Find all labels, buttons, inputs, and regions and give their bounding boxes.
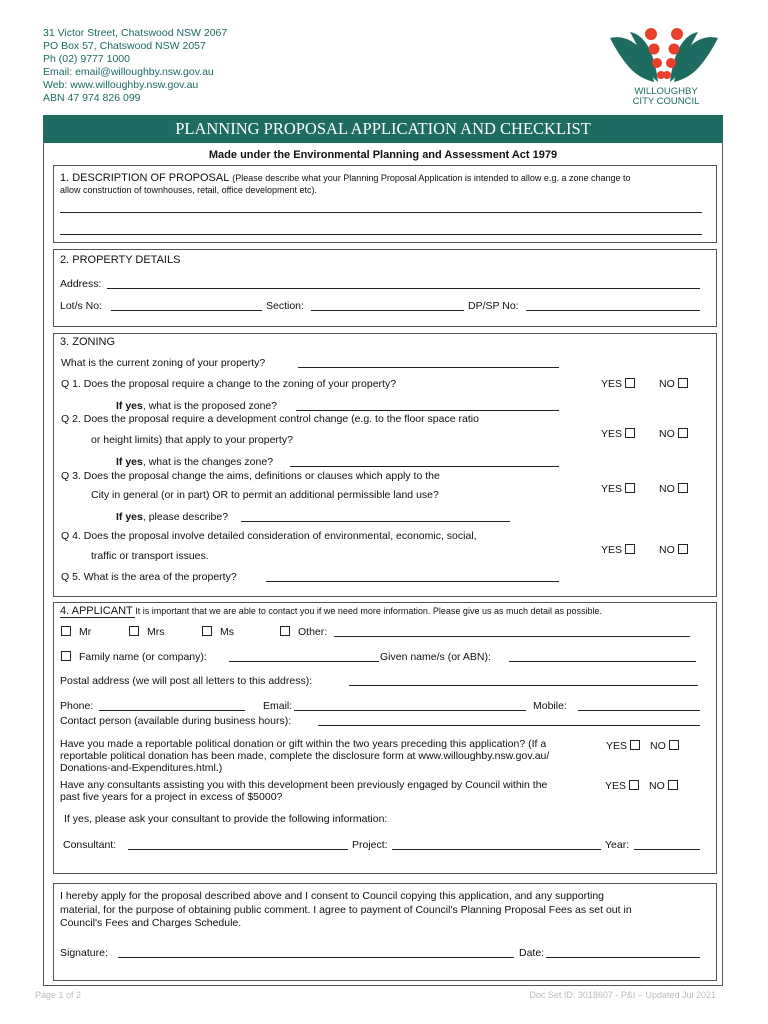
heading-underline [60,617,135,618]
q3-yes-checkbox[interactable] [625,483,635,493]
q3-no-checkbox[interactable] [678,483,688,493]
address-line: PO Box 57, Chatswood NSW 2057 [43,40,206,52]
if-yes-bold: If yes [116,400,143,412]
q1-if-label: , what is the proposed zone? [142,400,278,412]
consultant-question: Have any consultants assisting you with this development been previously engaged by Council within the [60,779,548,791]
q2-text: or height limits) that apply to your property? [91,434,293,446]
donation-text: Donations-and-Expenditures.html.) [60,762,223,774]
dp-field[interactable] [526,310,700,311]
declaration-text: material, for the purpose of obtaining public comment. I agree to payment of Council's Planning Proposal Fees as set out in [60,904,632,916]
consultant-question: past five years for a project in excess of $5000? [60,791,283,803]
if-yes-bold: If yes [116,456,143,468]
address-line: 31 Victor Street, Chatswood NSW 2067 [43,27,228,39]
q4-yes-label: YES [601,544,623,556]
address-line: Ph (02) 9777 1000 [43,53,130,65]
address-label: Address: [60,278,102,290]
q1-no-label: NO [659,378,675,390]
address-line: Web: www.willoughby.nsw.gov.au [43,79,199,91]
q2-no-label: NO [659,428,675,440]
q2-yes-checkbox[interactable] [625,428,635,438]
if-yes-note: If yes, please ask your consultant to provide the following information: [64,813,388,825]
declaration-text: I hereby apply for the proposal described above and I consent to Council copying this application, and any supporting [60,890,605,902]
q2-if-field[interactable] [290,466,559,467]
section-heading: 3. ZONING [60,336,116,348]
title-mr-checkbox[interactable] [61,626,71,636]
q5-field[interactable] [266,581,559,582]
section-heading: 4. APPLICANT [60,605,133,617]
company-checkbox[interactable] [61,651,71,661]
contact-person-field[interactable] [318,725,700,726]
q3-yes-label: YES [601,483,623,495]
date-label: Date: [519,947,545,959]
if-yes-bold: If yes [116,511,143,523]
q4-yes-checkbox[interactable] [625,544,635,554]
lot-field[interactable] [111,310,262,311]
section-note: (Please describe what your Planning Proposal Application is intended to allow e.g. a zone change to [232,173,631,183]
council-logo-icon [606,26,722,86]
description-line-2[interactable] [60,234,702,235]
q4-no-label: NO [659,544,675,556]
consultant-field[interactable] [128,849,348,850]
consultant-yes-checkbox[interactable] [629,780,639,790]
title-mrs-label: Mrs [147,626,165,638]
q2-yes-label: YES [601,428,623,440]
section-label: Section: [266,300,304,312]
given-name-field[interactable] [509,661,696,662]
donation-yes-label: YES [606,740,628,752]
q3-if-field[interactable] [241,521,510,522]
donation-yes-checkbox[interactable] [630,740,640,750]
address-field[interactable] [107,288,700,289]
section-note: allow construction of townhouses, retail, office development etc). [60,185,317,195]
q1-no-checkbox[interactable] [678,378,688,388]
q4-text: traffic or transport issues. [91,550,209,562]
contact-person-label: Contact person (available during business hours): [60,715,292,727]
title-other-checkbox[interactable] [280,626,290,636]
q3-text: Q 3. Does the proposal change the aims, definitions or clauses which apply to the [61,470,440,482]
q2-no-checkbox[interactable] [678,428,688,438]
title-mr-label: Mr [79,626,92,638]
project-field[interactable] [392,849,601,850]
donation-text: reportable political donation has been made, complete the disclosure form at www.willoughby.nsw.gov.au/ [60,750,550,762]
title-ms-checkbox[interactable] [202,626,212,636]
section-heading: 1. DESCRIPTION OF PROPOSAL [60,172,230,184]
section-heading: 2. PROPERTY DETAILS [60,254,181,266]
q1-yes-label: YES [601,378,623,390]
declaration-text: Council's Fees and Charges Schedule. [60,917,242,929]
phone-label: Phone: [60,700,94,712]
donation-no-checkbox[interactable] [669,740,679,750]
postal-address-field[interactable] [349,685,698,686]
mobile-label: Mobile: [533,700,567,712]
doc-id: Doc Set ID: 3018607 - P&I – Updated Jul 2021 [529,990,716,1000]
current-zoning-label: What is the current zoning of your property? [61,357,266,369]
postal-address-label: Postal address (we will post all letters to this address): [60,675,313,687]
consultant-no-label: NO [649,780,665,792]
logo-text: CITY COUNCIL [632,96,700,107]
q4-text: Q 4. Does the proposal involve detailed consideration of environmental, economic, social, [61,530,477,542]
q2-text: Q 2. Does the proposal require a development control change (e.g. to the floor space ratio [61,413,479,425]
q3-if-label: , please describe? [142,511,229,523]
q1-if-field[interactable] [296,410,559,411]
mobile-field[interactable] [578,710,700,711]
logo-text: WILLOUGHBY [634,86,698,97]
year-field[interactable] [634,849,700,850]
given-name-label: Given name/s (or ABN): [380,651,491,663]
lot-label: Lot/s No: [60,300,103,312]
title-mrs-checkbox[interactable] [129,626,139,636]
title-other-field[interactable] [334,636,690,637]
donation-text: Have you made a reportable political donation or gift within the two years preceding this application? (If a [60,738,547,750]
family-name-field[interactable] [229,661,379,662]
year-label: Year: [605,839,630,851]
consultant-label: Consultant: [63,839,117,851]
project-label: Project: [352,839,388,851]
page-title: PLANNING PROPOSAL APPLICATION AND CHECKLIST [43,115,723,143]
consultant-yes-label: YES [605,780,627,792]
signature-field[interactable] [118,957,514,958]
section-note: It is important that we are able to contact you if we need more information. Please give us as much detail as possible. [132,606,603,616]
q5-text: Q 5. What is the area of the property? [61,571,237,583]
family-name-label: Family name (or company): [79,651,207,663]
q3-text: City in general (or in part) OR to permit an additional permissible land use? [91,489,439,501]
q1-text: Q 1. Does the proposal require a change to the zoning of your property? [61,378,397,390]
description-line-1[interactable] [60,212,702,213]
donation-no-label: NO [650,740,666,752]
address-line: ABN 47 974 826 099 [43,92,141,104]
dp-label: DP/SP No: [468,300,519,312]
form-subtitle: Made under the Environmental Planning and Assessment Act 1979 [208,149,558,161]
page-number: Page 1 of 2 [35,990,82,1000]
current-zoning-field[interactable] [298,367,559,368]
q1-yes-checkbox[interactable] [625,378,635,388]
signature-label: Signature: [60,947,108,959]
date-field[interactable] [546,957,700,958]
phone-field[interactable] [99,710,245,711]
q3-no-label: NO [659,483,675,495]
address-line: Email: email@willoughby.nsw.gov.au [43,66,214,78]
title-other-label: Other: [298,626,328,638]
email-field[interactable] [294,710,526,711]
q2-if-label: , what is the changes zone? [142,456,274,468]
title-ms-label: Ms [220,626,234,638]
section-field[interactable] [311,310,464,311]
q4-no-checkbox[interactable] [678,544,688,554]
consultant-no-checkbox[interactable] [668,780,678,790]
email-label: Email: [263,700,293,712]
